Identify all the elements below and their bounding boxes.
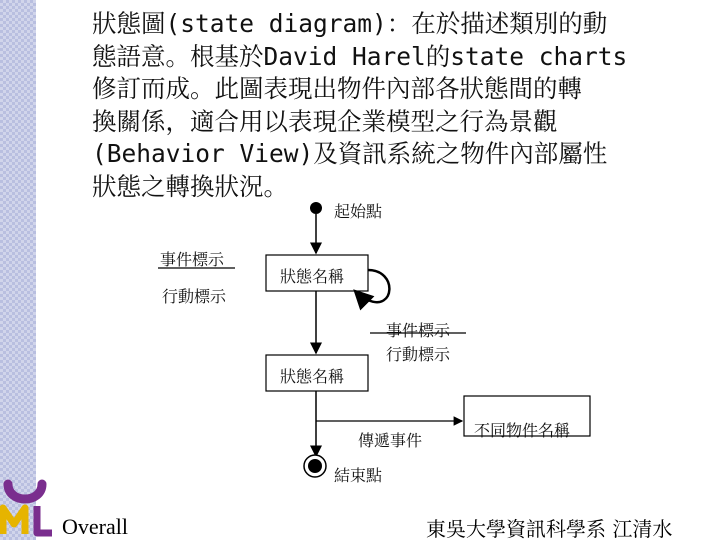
send-event-label: 傳遞事件 (358, 431, 423, 450)
state-2-name: 狀態名稱 (280, 367, 345, 386)
final-state-node (308, 459, 322, 473)
state-1-name: 狀態名稱 (280, 267, 345, 286)
paragraph-line: 態語意。根基於David Harel的state charts (92, 41, 628, 71)
start-label: 起始點 (334, 202, 383, 221)
legend-action-label: 行動標示 (162, 287, 227, 306)
initial-state-node (310, 202, 322, 214)
transition-event-label: 事件標示 (386, 321, 451, 340)
paragraph-line: 狀態圖(state diagram)：在於描述類別的動 (92, 9, 608, 38)
paragraph-line: 換關係，適合用以表現企業模型之行為景觀 (92, 106, 558, 136)
other-object-name: 不同物件名稱 (474, 421, 571, 440)
footer-section-label: Overall (62, 514, 128, 539)
transition-action-label: 行動標示 (386, 345, 451, 364)
footer-author: 東吳大學資訊科學系 江清水 (426, 517, 673, 541)
legend-event-label: 事件標示 (160, 250, 225, 269)
paragraph-line: 狀態之轉換狀況。 (92, 171, 288, 201)
paragraph-line: (Behavior View)及資訊系統之物件內部屬性 (92, 139, 608, 168)
paragraph-line: 修訂而成。此圖表現出物件內部各狀態間的轉 (92, 74, 582, 103)
end-label: 結束點 (334, 466, 383, 485)
